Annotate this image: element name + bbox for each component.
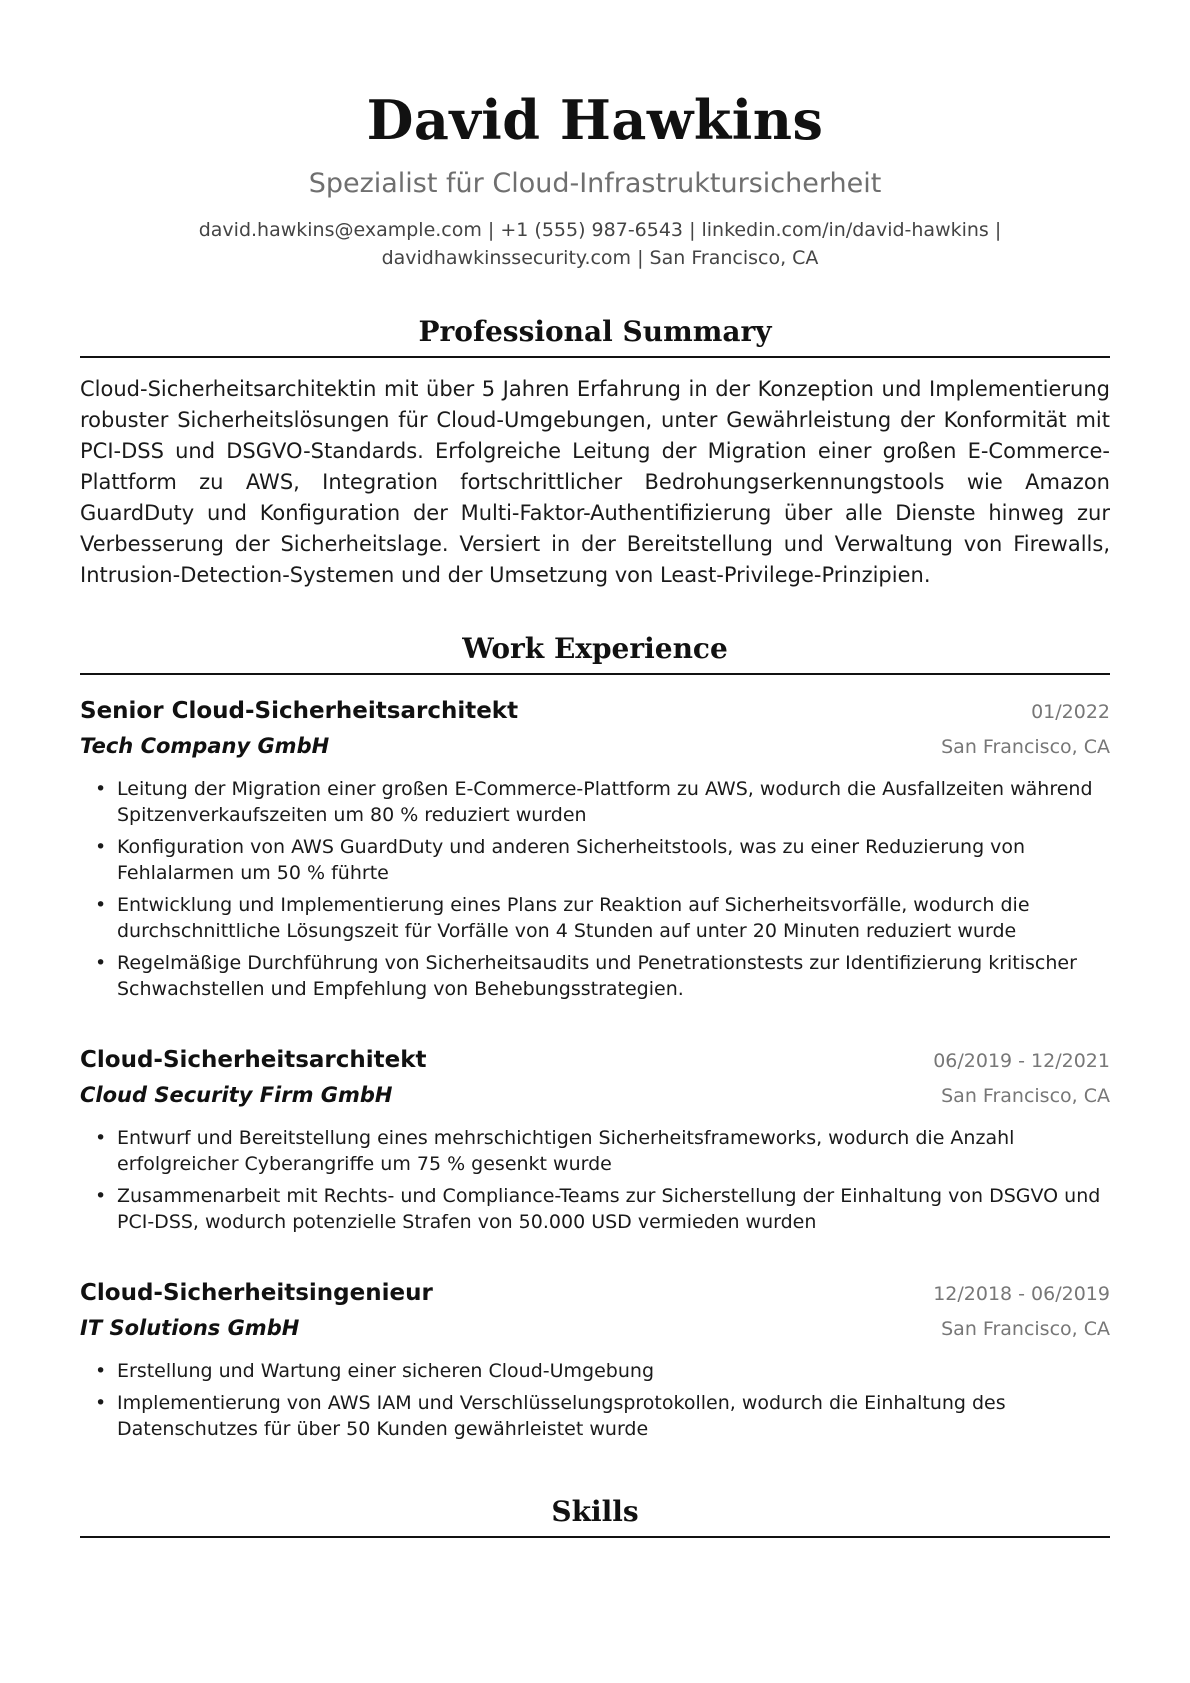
job-entry [80,695,1110,1002]
job-company: Tech Company GmbH [80,734,330,758]
job-title-row [80,695,1110,727]
job-title: Cloud-Sicherheitsingenieur [80,1280,433,1306]
job-title: Cloud-Sicherheitsarchitekt [80,1047,427,1073]
contact-line: david.hawkins@example.com | +1 (555) 987-6543 | linkedin.com/in/david-hawkins | davidhawkinssecurity.com | San Francisco, CA [198,219,1002,269]
job-location: San Francisco, CA [941,736,1110,758]
job-bullet: • Implementierung von AWS IAM und Verschlüsselungsprotokollen, wodurch die Einhaltung des Datenschutzes für über 50 Kunden gewährleistet wurde [117,1390,1110,1442]
candidate-headline: Spezialist für Cloud-Infrastruktursicherheit [308,168,882,199]
job-title-row [80,1044,1110,1076]
candidate-name: David Hawkins [366,88,824,152]
job-bullet: • Regelmäßige Durchführung von Sicherheitsaudits und Penetrationstests zur Identifizierung kritischer Schwachstellen und Empfehlung von Behebungsstrategien. [117,950,1110,1002]
job-entry [80,1277,1110,1442]
job-company-row [80,1076,1110,1111]
summary-section-title: Professional Summary [80,314,1110,358]
job-location: San Francisco, CA [941,1318,1110,1340]
job-title-row [80,1277,1110,1309]
job-company: Cloud Security Firm GmbH [80,1083,393,1107]
job-bullets [80,1358,1110,1442]
skills-section-title: Skills [80,1494,1110,1538]
job-company-row [80,1309,1110,1344]
job-title: Senior Cloud-Sicherheitsarchitekt [80,698,519,724]
summary-text: Cloud-Sicherheitsarchitektin mit über 5 Jahren Erfahrung in der Konzeption und Implementierung robuster Sicherheitslösungen für Cloud-Umgebungen, unter Gewährleistung der Konformität mit PCI-DSS und DSGVO-Standards. Erfolgreiche Leitung der Migration einer großen E-Commerce-Plattform zu AWS, Integration fortschrittlicher Bedrohungserkennungstools wie Amazon GuardDuty und Konfiguration der Multi-Faktor-Authentifizierung über alle Dienste hinweg zur Verbesserung der Sicherheitslage. Versiert in der Bereitstellung und Verwaltung von Firewalls, Intrusion-Detection-Systemen und der Umsetzung von Least-Privilege-Prinzipien. [80,377,1110,587]
job-date: 12/2018 - 06/2019 [933,1283,1110,1305]
work-section-title: Work Experience [80,631,1110,675]
job-entry [80,1044,1110,1235]
job-bullet: • Leitung der Migration einer großen E-Commerce-Plattform zu AWS, wodurch die Ausfallzeiten während Spitzenverkaufszeiten um 80 % reduziert wurden [117,776,1110,828]
job-bullets [80,1125,1110,1235]
job-bullet: • Erstellung und Wartung einer sicheren Cloud-Umgebung [117,1358,1110,1384]
job-bullet: • Zusammenarbeit mit Rechts- und Compliance-Teams zur Sicherstellung der Einhaltung von DSGVO und PCI-DSS, wodurch potenzielle Strafen von 50.000 USD vermieden wurden [117,1183,1110,1235]
job-bullets [80,776,1110,1002]
resume-header [80,0,1110,272]
job-company-row [80,727,1110,762]
job-bullet: • Entwurf und Bereitstellung eines mehrschichtigen Sicherheitsframeworks, wodurch die Anzahl erfolgreicher Cyberangriffe um 75 % gesenkt wurde [117,1125,1110,1177]
job-company: IT Solutions GmbH [80,1316,300,1340]
job-bullet: • Entwicklung und Implementierung eines Plans zur Reaktion auf Sicherheitsvorfälle, wodurch die durchschnittliche Lösungszeit für Vorfälle von 4 Stunden auf unter 20 Minuten reduziert wurde [117,892,1110,944]
job-date: 01/2022 [1031,701,1110,723]
job-location: San Francisco, CA [941,1085,1110,1107]
job-date: 06/2019 - 12/2021 [933,1050,1110,1072]
job-bullet: • Konfiguration von AWS GuardDuty und anderen Sicherheitstools, was zu einer Reduzierung von Fehlalarmen um 50 % führte [117,834,1110,886]
